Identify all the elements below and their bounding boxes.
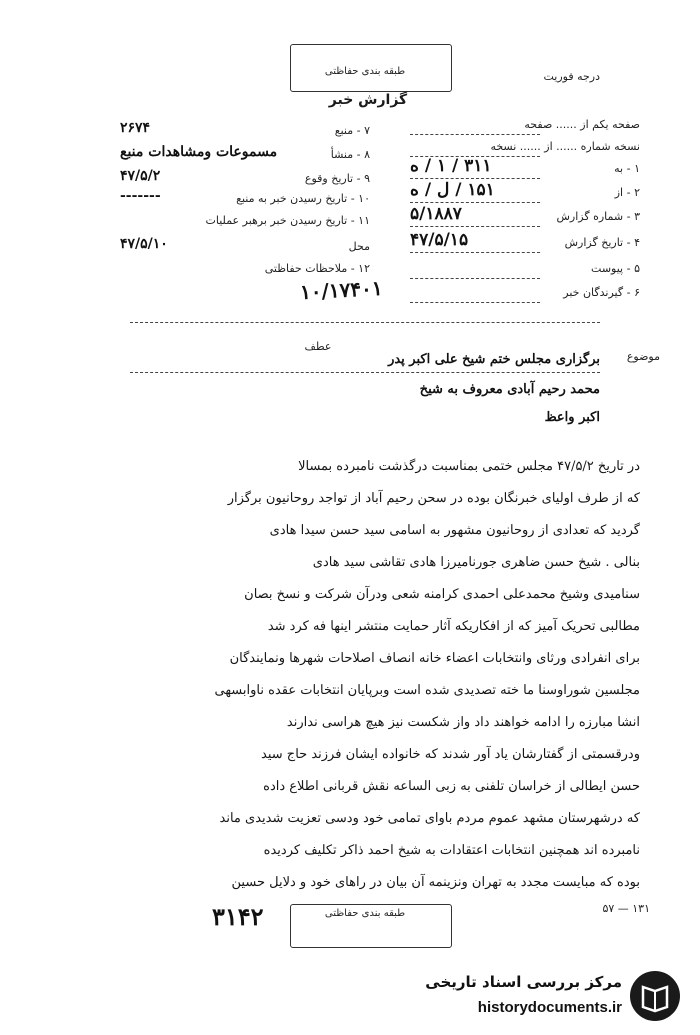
meta-field-label: ۲ - از [614, 186, 640, 199]
meta-field-row [410, 204, 640, 224]
meta-field-label: صفحه یکم از ...... صفحه [524, 118, 640, 131]
source-field-row [120, 214, 370, 227]
meta-field-label: ۱ - به [614, 162, 640, 175]
reference-dotline [130, 322, 600, 323]
meta-field-value: ۵/۱۸۸۷ [410, 204, 462, 224]
source-field-value: ------- [120, 188, 161, 204]
classification-stamp-label: طبقه بندی حفاظتی [324, 66, 406, 77]
subject-line-1: برگزاری مجلس ختم شیخ علی اکبر پدر [388, 352, 600, 367]
source-field-label: ۱۰ - تاریخ رسیدن خبر به منبع [236, 192, 370, 205]
body-line: بنالی . شیخ حسن ضاهری جورنامیرزا هادی تقاشی سید هادی [312, 555, 640, 570]
logo-url: historydocuments.ir [477, 999, 622, 1016]
subject-line-3: اکبر واعظ [544, 410, 600, 425]
source-field-label: ۱۱ - تاریخ رسیدن خبر برهبر عملیات [205, 214, 370, 227]
meta-field-dotline [410, 134, 540, 135]
history-documents-logo [390, 969, 680, 1023]
source-field-row [120, 262, 370, 275]
meta-field-value: ۴۷/۵/۱۵ [410, 230, 469, 250]
meta-field-row [410, 286, 640, 299]
meta-field-row [410, 262, 640, 275]
source-field-value: ۲۶۷۴ [120, 120, 151, 136]
meta-field-label: ۴ - تاریخ گزارش [564, 236, 640, 249]
meta-field-dotline [410, 202, 540, 203]
meta-field-dotline [410, 302, 540, 303]
source-field-row [120, 168, 370, 185]
source-field-row [120, 236, 370, 253]
form-title: گزارش خبر [328, 92, 408, 108]
meta-field-row [410, 140, 640, 153]
urgency-label: درجه فوریت [543, 70, 600, 83]
source-field-value: ۴۷/۵/۱۰ [120, 236, 168, 252]
source-field-label: ۷ - منبع [334, 124, 370, 137]
meta-field-dotline [410, 252, 540, 253]
body-line: انشا مبارزه را ادامه خواهند داد واز شکست نیز هیچ هراسی ندارند [286, 715, 640, 730]
body-line: که درشهرستان مشهد عموم مردم باوای تمامی خود ودسی تعزیت شدیدی ماند [219, 811, 640, 826]
handwritten-reference: ۱۰/۱۷۴۰۱ [299, 275, 384, 305]
body-line: سنامیدی وشیخ محمدعلی احمدی کرامنه شعی ودرآن شرکت و نسخ بصان [244, 587, 640, 602]
meta-field-row [410, 230, 640, 250]
meta-field-value: ۳۱۱ / ۱ / ه [410, 156, 492, 176]
source-field-row [120, 188, 370, 205]
body-line: که از طرف اولیای خبرنگان بوده در سحن رحیم آباد از تواجد روحانیون برگزار [227, 491, 640, 506]
source-field-label: ۹ - تاریخ وقوع [304, 172, 370, 185]
body-line: مطالبی تحریک آمیز که از افکاریکه آثار حمایت منتشر اینها فه کرد شد [267, 619, 640, 634]
meta-field-value: ۱۵۱ / ل / ه [410, 180, 495, 200]
body-line: نامبرده اند همچنین انتخابات اعتقادات به شیخ احمد ذاکر تکلیف کردیده [263, 843, 640, 858]
meta-field-label: ۵ - پیوست [591, 262, 640, 275]
body-line: برای انفرادی ورثای وانتخابات اعضاء خانه انصاف اصلاحات شهرها ونمایندگان [229, 651, 640, 666]
source-field-row [120, 144, 370, 161]
source-field-label: ۱۲ - ملاحظات حفاظتی [264, 262, 370, 275]
source-field-row [120, 120, 370, 137]
body-line: حسن ایطالی از خراسان تلفنی به زبی الساعه نقش قربانی اطلاع داده [263, 779, 640, 794]
meta-field-label: ۶ - گیرندگان خبر [563, 286, 640, 299]
book-icon [630, 971, 680, 1021]
meta-field-row [410, 118, 640, 131]
subject-line-2: محمد رحیم آبادی معروف به شیخ [419, 382, 600, 397]
body-line: مجلسین شوراوسنا ما خته تصدیدی شده است وبرپایان انتخابات عقده ناوابسهی [214, 683, 640, 698]
meta-field-label: نسخه شماره ...... از ...... نسخه [490, 140, 640, 153]
source-field-value: مسموعات ومشاهدات منبع [120, 144, 278, 160]
source-field-label: محل [348, 240, 370, 253]
meta-field-row [410, 156, 640, 176]
meta-field-dotline [410, 278, 540, 279]
meta-field-dotline [410, 226, 540, 227]
body-line: در تاریخ ۴۷/۵/۲ مجلس ختمی بمناسبت درگذشت نامبرده بمسالا [298, 459, 640, 474]
subject-label: موضوع [626, 350, 660, 363]
subject-dotline [130, 372, 600, 373]
footer-classification-label: طبقه بندی حفاظتی [324, 908, 406, 919]
body-line: گردید که تعدادی از روحانیون مشهور به اسامی سید حسن سیدا هادی [269, 523, 640, 538]
atf-label: عطف [304, 340, 332, 353]
page-code: ۱۳۱ — ۵۷ [602, 902, 650, 915]
meta-field-row [410, 180, 640, 200]
source-field-label: ۸ - منشأ [330, 148, 370, 161]
body-line: ودرقسمتی از گفتارشان یاد آور شدند که خانواده ایشان فرزند حاج سید [261, 747, 640, 762]
footer-handwritten-number: ۳۱۴۲ [212, 902, 264, 931]
logo-title: مرکز بررسی اسناد تاریخی [425, 973, 622, 991]
meta-field-label: ۳ - شماره گزارش [556, 210, 640, 223]
source-field-value: ۴۷/۵/۲ [120, 168, 161, 184]
book-icon-graphic [630, 971, 680, 1021]
meta-field-dotline [410, 178, 540, 179]
body-line: بوده که مبایست مجدد به تهران ونزینمه آن بیان در راهای خود و دلایل حسین [231, 875, 640, 890]
